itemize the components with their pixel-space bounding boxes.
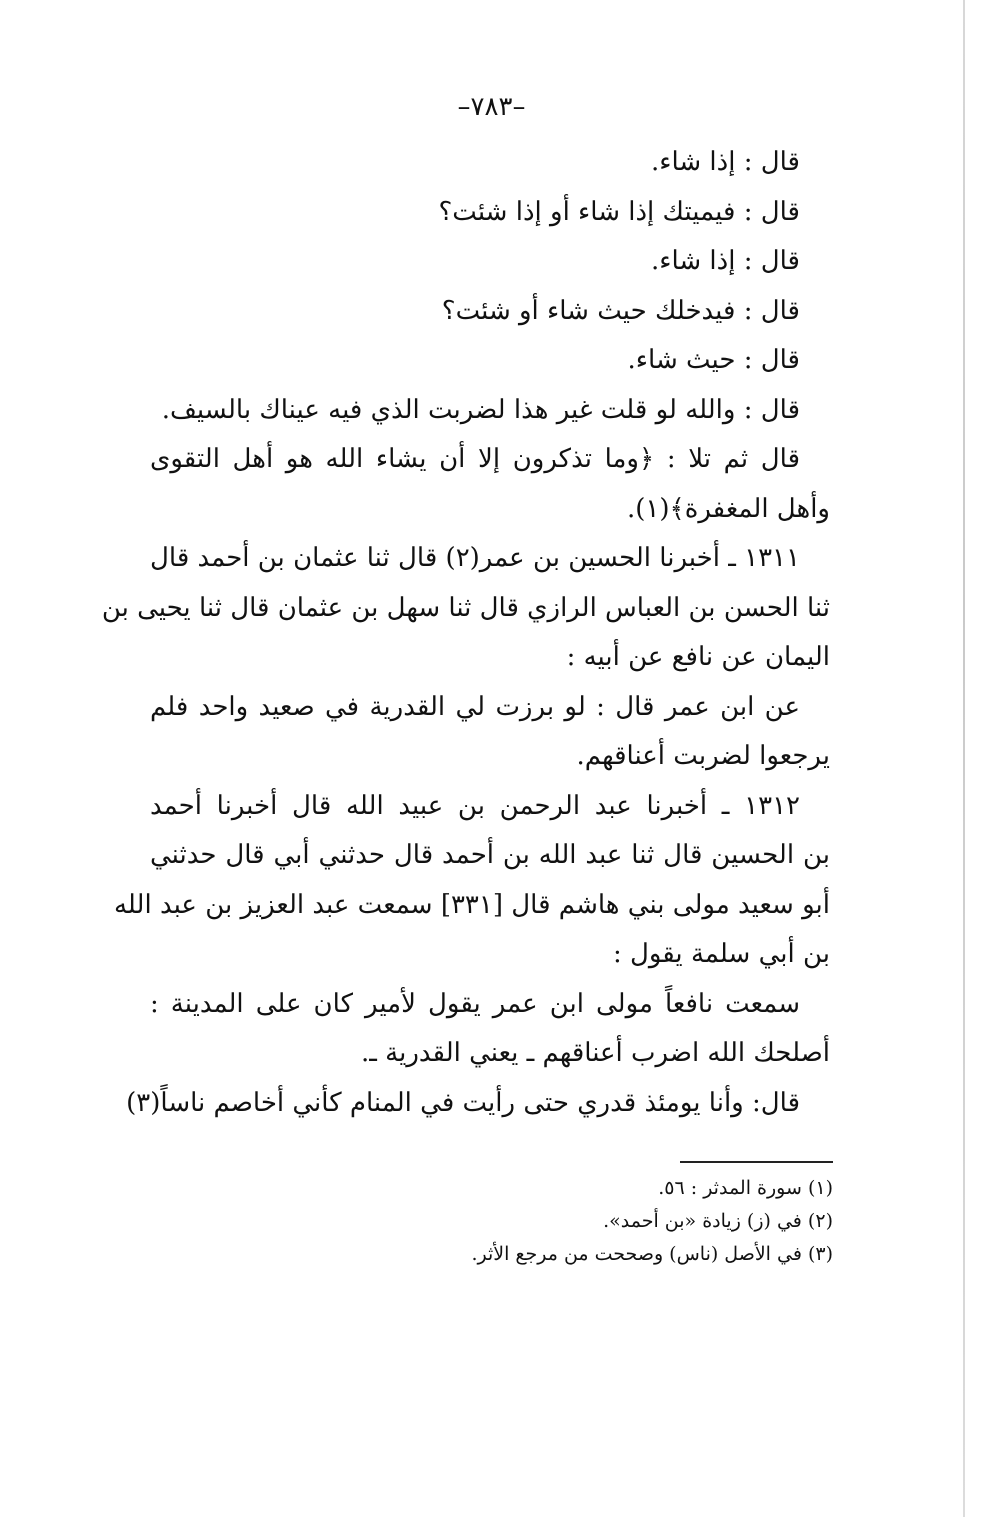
page-number: –٧٨٣– [457, 92, 526, 122]
text-line: قال : إذا شاء. [650, 246, 800, 276]
footnote-separator [680, 1161, 833, 1163]
footnote: (١) سورة المدثر : ٥٦. [658, 1177, 833, 1199]
text-line: قال : حيث شاء. [627, 345, 800, 375]
main-text-block [101, 138, 830, 1128]
text-line: وأهل المغفرة﴾(١). [626, 493, 830, 524]
footnotes-block [300, 1172, 833, 1271]
text-line: قال: وأنا يومئذ قدري حتى رأيت في المنام كأني أخاصم ناساً(٣) [126, 1087, 800, 1118]
footnote: (٣) في الأصل (ناس) وصححت من مرجع الأثر. [471, 1243, 833, 1265]
text-line: عن ابن عمر قال : لو برزت لي القدرية في صعيد واحد فلم [150, 691, 800, 722]
text-line: قال : والله لو قلت غير هذا لضربت الذي فيه عيناك بالسيف. [161, 394, 800, 425]
text-line: بن أبي سلمة يقول : [612, 939, 830, 969]
text-line: ١٣١١ ـ أخبرنا الحسين بن عمر(٢) قال ثنا عثمان بن أحمد قال [150, 543, 800, 573]
scan-edge-line [963, 0, 965, 1517]
text-line: ١٣١٢ ـ أخبرنا عبد الرحمن بن عبيد الله قال أخبرنا أحمد [150, 790, 800, 821]
text-line: أبو سعيد مولى بني هاشم قال [٣٣١] سمعت عبد العزيز بن عبد الله [113, 889, 830, 920]
text-line: قال : فيميتك إذا شاء أو إذا شئت؟ [438, 196, 800, 227]
text-line: بن الحسين قال ثنا عبد الله بن أحمد قال حدثني أبي قال حدثني [150, 840, 830, 870]
text-line: أصلحك الله اضرب أعناقهم ـ يعني القدرية ـ. [361, 1038, 830, 1068]
text-line: يرجعوا لضربت أعناقهم. [576, 741, 830, 771]
text-line: اليمان عن نافع عن أبيه : [566, 642, 830, 672]
text-line: ثنا الحسن بن العباس الرازي قال ثنا سهل بن عثمان قال ثنا يحيى بن [101, 592, 830, 623]
text-line: قال : إذا شاء. [650, 147, 800, 177]
text-line: قال : فيدخلك حيث شاء أو شئت؟ [441, 295, 800, 326]
text-line: قال ثم تلا : ﴿وما تذكرون إلا أن يشاء الله هو أهل التقوى [150, 444, 800, 474]
footnote: (٢) في (ز) زيادة «بن أحمد». [603, 1210, 833, 1232]
text-line: سمعت نافعاً مولى ابن عمر يقول لأمير كان على المدينة : [150, 988, 800, 1019]
